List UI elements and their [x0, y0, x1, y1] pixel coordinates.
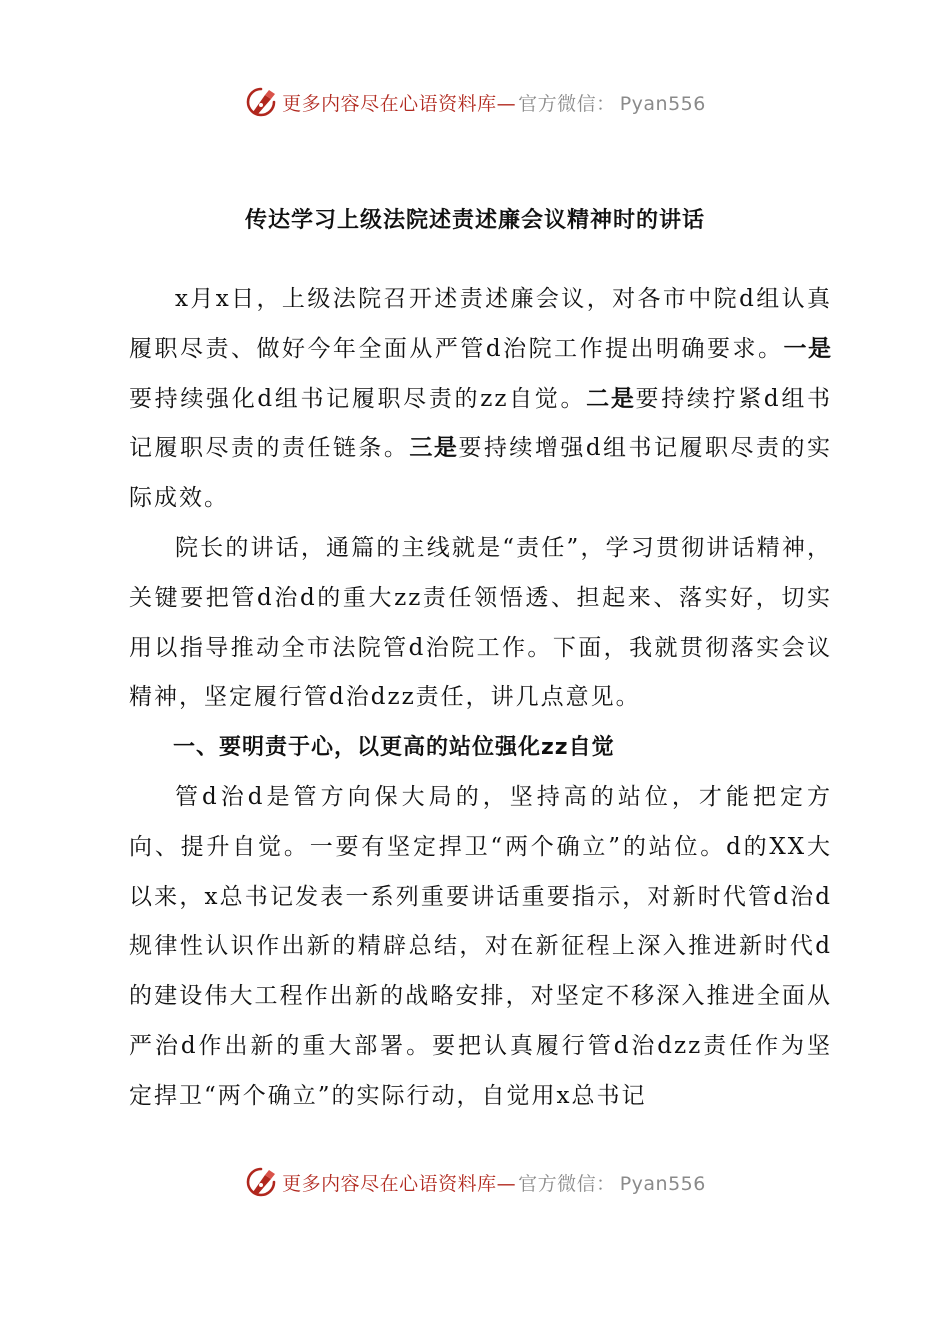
- document-title: 传达学习上级法院述责述廉会议精神时的讲话: [244, 208, 705, 233]
- point-1-text: 要持续强化d组书记履职尽责的zz自觉。: [129, 385, 587, 412]
- watermark-text: [282, 1169, 706, 1196]
- watermark-separator: —: [496, 1172, 517, 1195]
- watermark-main-text: 更多内容尽在心语资料库: [282, 1172, 497, 1195]
- point-2-text: 要持续拧紧d组书记履职尽责的责任链条。: [129, 385, 832, 462]
- paragraph-3: 管d治d是管方向保大局的，坚持高的站位，才能把定方向、提升自觉。一要有坚定捍卫“两个确立”的站位。d的XX大以来，x总书记发表一系列重要讲话重要指示，对新时代管d治d规律性认识作出新的精辟总结，对在新征程上深入推进新时代d的建设伟大工程作出新的战略安排，对坚定不移深入推进全面从严治d作出新的重大部署。要把认真履行管d治dzz责任作为坚定捍卫“两个确立”的实际行动，自觉用x总书记: [129, 783, 832, 1109]
- watermark-text: [282, 89, 706, 116]
- watermark-wechat-label: 官方微信：: [518, 92, 616, 115]
- point-3-lead: 三是: [409, 435, 459, 462]
- paragraph-1-intro: x月x日，上级法院召开述责述廉会议，对各市中院d组认真履职尽责、做好今年全面从严管d治院工作提出明确要求。: [129, 286, 832, 362]
- paragraph-2: 院长的讲话，通篇的主线就是“责任”，学习贯彻讲话精神，关键要把管d治d的重大zz责任领悟透、担起来、落实好，切实用以指导推动全市法院管d治院工作。下面，我就贯彻落实会议精神，坚定履行管d治dzz责任，讲几点意见。: [129, 534, 832, 711]
- point-3-text: 要持续增强d组书记履职尽责的实际成效。: [129, 435, 832, 512]
- document-body: [129, 275, 832, 1122]
- footer-watermark-banner: [0, 1160, 950, 1204]
- point-1-lead: 一是: [783, 335, 832, 362]
- point-2-lead: 二是: [586, 385, 636, 412]
- watermark-wechat-id: Pyan556: [619, 92, 706, 115]
- watermark-main-text: 更多内容尽在心语资料库: [282, 92, 497, 115]
- watermark-separator: —: [496, 92, 517, 115]
- watermark-wechat-label: 官方微信：: [518, 1172, 616, 1195]
- header-watermark-banner: [0, 80, 950, 124]
- pen-nib-circle-icon: [244, 85, 278, 119]
- pen-nib-circle-icon: [244, 1165, 278, 1199]
- section-1-heading: 一、要明责于心，以更高的站位强化zz自觉: [173, 735, 615, 761]
- watermark-wechat-id: Pyan556: [619, 1172, 706, 1195]
- paragraph-1: [129, 275, 832, 524]
